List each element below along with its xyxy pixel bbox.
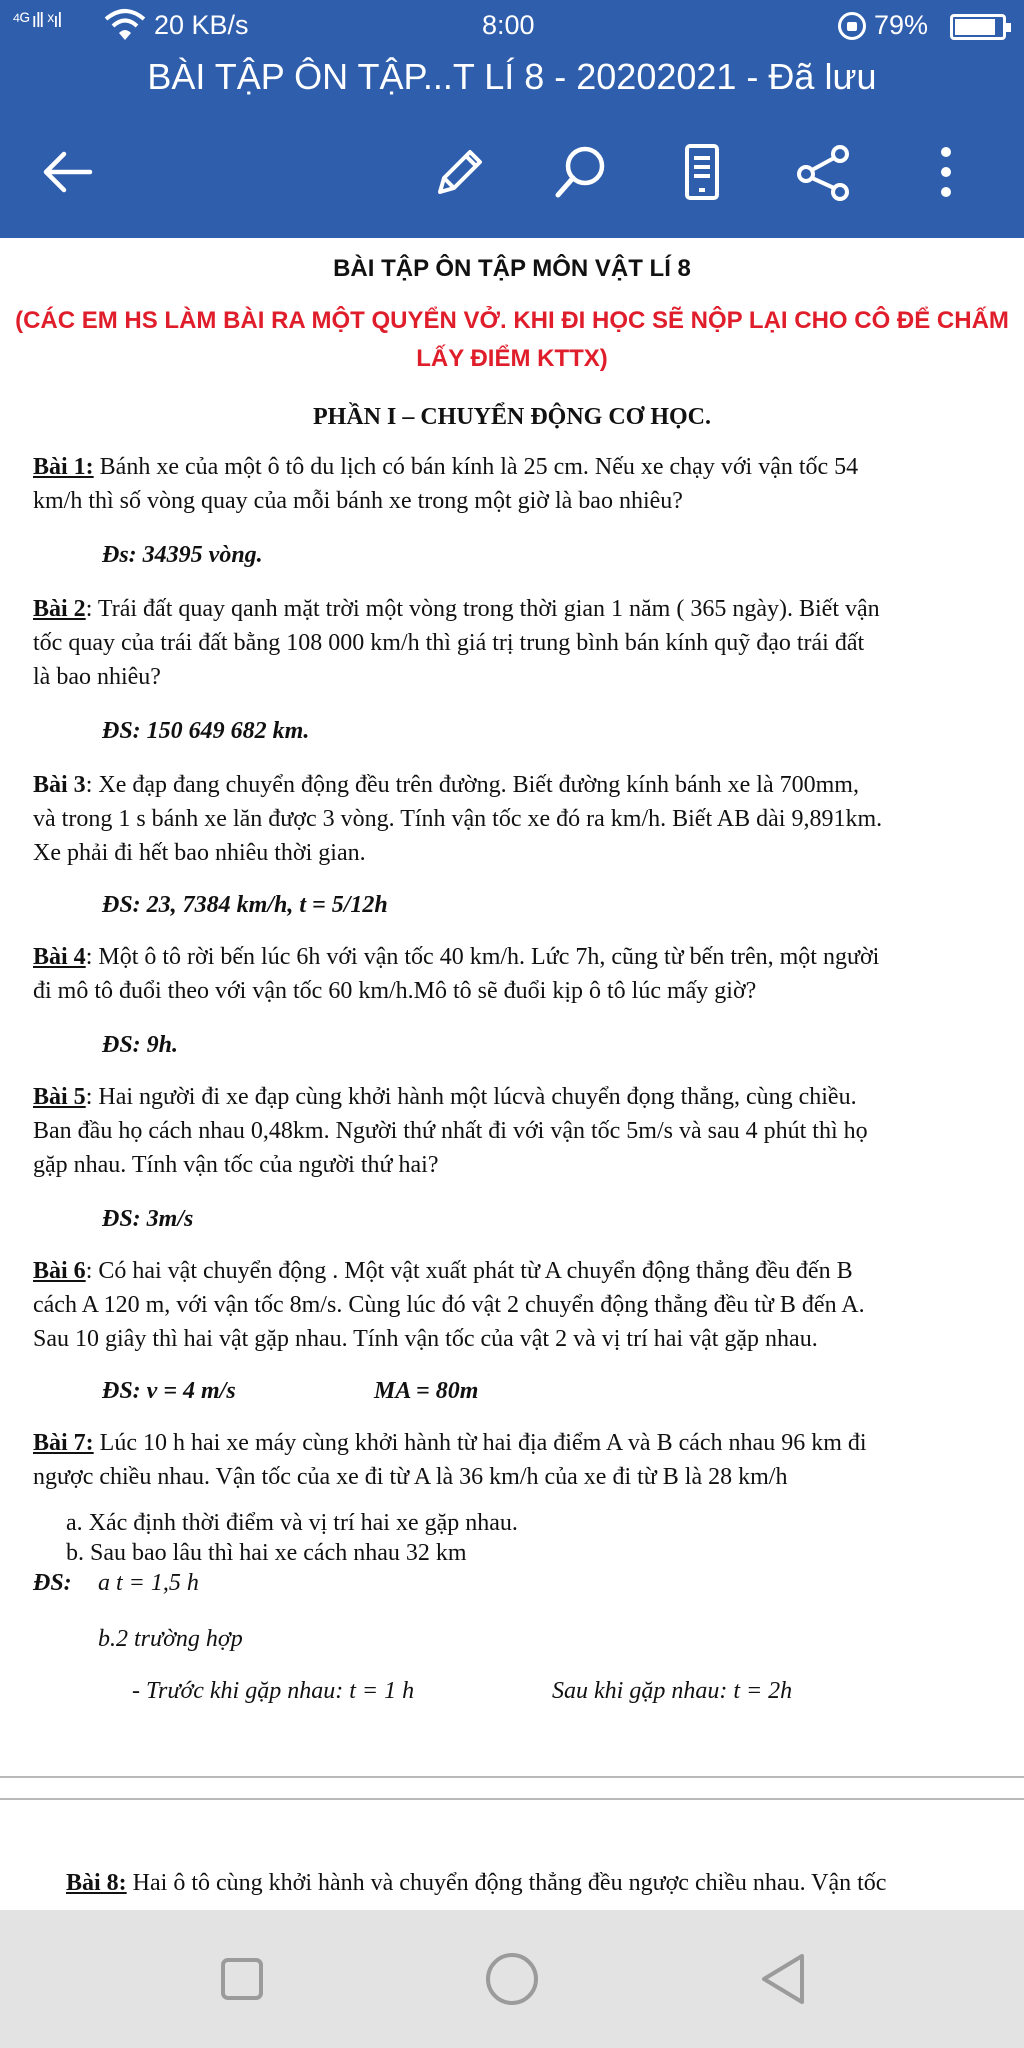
more-vert-icon[interactable] — [914, 140, 978, 204]
page-divider — [0, 1776, 1024, 1778]
status-bar — [0, 0, 1024, 52]
exercise-2-line-3: là bao nhiêu? — [33, 664, 161, 690]
app-header — [0, 0, 1024, 238]
page-view-icon[interactable] — [670, 140, 734, 204]
exercise-8-line-1: Bài 8: Hai ô tô cùng khởi hành và chuyển động thẳng đều ngược chiều nhau. Vận tốc — [66, 1870, 887, 1896]
exercise-1-answer: Đs: 34395 vòng. — [102, 542, 263, 568]
exercise-6-line-2: cách A 120 m, với vận tốc 8m/s. Cùng lúc đó vật 2 chuyển động thẳng đều từ B đến A. — [33, 1292, 865, 1318]
exercise-3-line-1: Bài 3: Xe đạp đang chuyển động đều trên đường. Biết đường kính bánh xe là 700mm, — [33, 772, 859, 798]
exercise-label: Bài 4 — [33, 944, 86, 970]
exercise-label: Bài 2 — [33, 596, 86, 622]
exercise-label: Bài 7: — [33, 1430, 94, 1456]
exercise-label: Bài 1: — [33, 454, 94, 480]
exercise-4-answer: ĐS: 9h. — [102, 1032, 179, 1058]
document-page[interactable] — [0, 238, 1024, 1776]
exercise-6-answer-extra: MA = 80m — [374, 1378, 479, 1404]
exercise-5-line-3: gặp nhau. Tính vận tốc của người thứ hai? — [33, 1152, 439, 1178]
exercise-4-line-1: Bài 4: Một ô tô rời bến lúc 6h với vận tốc 40 km/h. Lức 7h, cũng từ bến trên, một người — [33, 944, 880, 970]
pencil-icon[interactable] — [426, 140, 490, 204]
exercise-label: Bài 5 — [33, 1084, 86, 1110]
network-speed: 20 KB/s — [154, 10, 249, 40]
battery-icon — [950, 14, 1006, 40]
exercise-4-line-2: đi mô tô đuổi theo với vận tốc 60 km/h.Mô tô sẽ đuổi kịp ô tô lúc mấy giờ? — [33, 978, 757, 1004]
exercise-7-line-2: ngược chiều nhau. Vận tốc của xe đi từ A là 36 km/h của xe đi từ B là 28 km/h — [33, 1464, 788, 1490]
battery-percent: 79% — [874, 10, 929, 40]
toolbar — [0, 130, 1024, 210]
exercise-6-line-3: Sau 10 giây thì hai vật gặp nhau. Tính vận tốc của vật 2 và vị trí hai vật gặp nhau. — [33, 1326, 818, 1352]
exercise-7-answer-after: Sau khi gặp nhau: t = 2h — [552, 1678, 793, 1704]
wifi-icon — [104, 6, 146, 42]
exercise-7-item-b: b. Sau bao lâu thì hai xe cách nhau 32 km — [66, 1540, 467, 1566]
document-title: BÀI TẬP ÔN TẬP...T LÍ 8 - 20202021 - Đã lưu — [147, 56, 877, 97]
exercise-7-answer-b: b.2 trường hợp — [98, 1626, 243, 1652]
clock: 8:00 — [482, 10, 535, 40]
exercise-label: Bài 6 — [33, 1258, 86, 1284]
rotation-lock-icon — [838, 12, 866, 40]
exercise-7-answer-a: a t = 1,5 h — [98, 1570, 199, 1596]
exercise-5-answer: ĐS: 3m/s — [102, 1206, 194, 1232]
exercise-label: Bài 3 — [33, 772, 86, 798]
system-nav-bar — [0, 1910, 1024, 2048]
exercise-2-line-2: tốc quay của trái đất bằng 108 000 km/h thì giá trị trung bình bán kính quỹ đạo trái đất — [33, 630, 865, 656]
page-divider — [0, 1798, 1024, 1800]
exercise-6-answer: ĐS: v = 4 m/s — [102, 1378, 236, 1404]
exercise-3-line-3: Xe phải đi hết bao nhiêu thời gian. — [33, 840, 366, 866]
notice-line-2: LẤY ĐIỂM KTTX) — [416, 345, 608, 372]
exercise-7-item-a: a. Xác định thời điểm và vị trí hai xe gặp nhau. — [66, 1510, 518, 1536]
exercise-7-answer-label: ĐS: — [33, 1570, 72, 1596]
exercise-6-line-1: Bài 6: Có hai vật chuyển động . Một vật xuất phát từ A chuyển động thẳng đều đến B — [33, 1258, 853, 1284]
section-heading: PHẦN I – CHUYỂN ĐỘNG CƠ HỌC. — [312, 404, 711, 430]
recent-apps-icon[interactable] — [207, 1944, 277, 2014]
exercise-7-line-1: Bài 7: Lúc 10 h hai xe máy cùng khởi hành từ hai địa điểm A và B cách nhau 96 km đi — [33, 1430, 867, 1456]
exercise-3-line-2: và trong 1 s bánh xe lăn được 3 vòng. Tính vận tốc xe đó ra km/h. Biết AB dài 9,891km. — [33, 806, 883, 832]
exercise-2-line-1: Bài 2: Trái đất quay qanh mặt trời một vòng trong thời gian 1 năm ( 365 ngày). Biết vận — [33, 596, 880, 622]
doc-title: BÀI TẬP ÔN TẬP MÔN VẬT LÍ 8 — [333, 255, 691, 282]
search-icon[interactable] — [548, 140, 612, 204]
back-icon[interactable] — [750, 1944, 820, 2014]
exercise-2-answer: ĐS: 150 649 682 km. — [102, 718, 310, 744]
home-icon[interactable] — [477, 1944, 547, 2014]
back-arrow-icon[interactable] — [36, 140, 100, 204]
exercise-label: Bài 8: — [66, 1870, 127, 1896]
exercise-5-line-2: Ban đầu họ cách nhau 0,48km. Người thứ nhất đi với vận tốc 5m/s và sau 4 phút thì họ — [33, 1118, 868, 1144]
share-icon[interactable] — [792, 140, 856, 204]
exercise-7-answer-before: - Trước khi gặp nhau: t = 1 h — [132, 1678, 415, 1704]
exercise-1-line-2: km/h thì số vòng quay của mỗi bánh xe trong một giờ là bao nhiêu? — [33, 488, 683, 514]
notice-line-1: (CÁC EM HS LÀM BÀI RA MỘT QUYỂN VỞ. KHI ĐI HỌC SẼ NỘP LẠI CHO CÔ ĐỂ CHẤM — [15, 307, 1009, 334]
signal-icon: ⁴ᴳ ıll ˣıl — [12, 10, 62, 32]
exercise-1-line-1: Bài 1: Bánh xe của một ô tô du lịch có bán kính là 25 cm. Nếu xe chạy với vận tốc 54 — [33, 454, 859, 480]
exercise-5-line-1: Bài 5: Hai người đi xe đạp cùng khởi hành một lúcvà chuyển đọng thẳng, cùng chiều. — [33, 1084, 857, 1110]
exercise-3-answer: ĐS: 23, 7384 km/h, t = 5/12h — [102, 892, 388, 918]
